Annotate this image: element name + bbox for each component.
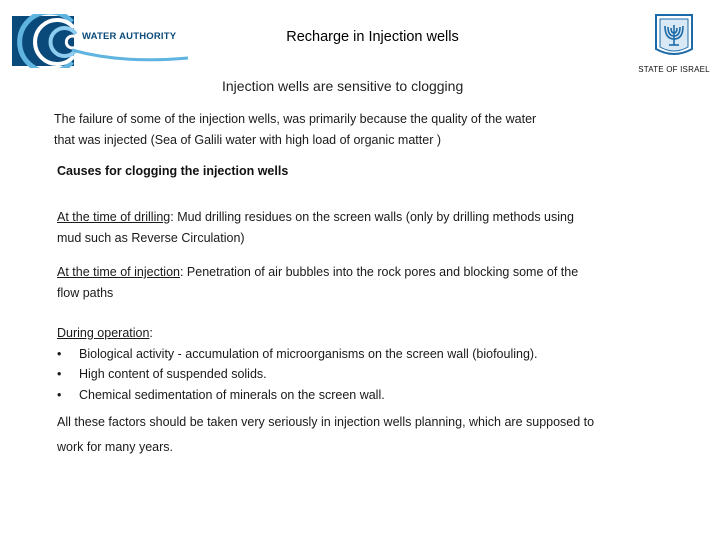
bullet-icon: • xyxy=(57,387,62,402)
conclusion-line-2: work for many years. xyxy=(57,440,174,454)
causes-heading: Causes for clogging the injection wells xyxy=(57,164,289,178)
operation-colon: : xyxy=(149,326,153,340)
bullet-text: Chemical sedimentation of minerals on the screen wall. xyxy=(79,387,385,402)
intro-line-1: The failure of some of the injection wells, was primarily because the quality of the water xyxy=(54,112,537,126)
state-emblem-icon xyxy=(654,13,694,59)
operation-label: During operation xyxy=(57,326,150,340)
injection-line-1: : Penetration of air bubbles into the rock pores and blocking some of the xyxy=(179,265,579,279)
drilling-label: At the time of drilling xyxy=(57,210,171,224)
list-item xyxy=(57,364,657,385)
intro-line-2: that was injected (Sea of Galili water with high load of organic matter ) xyxy=(54,132,441,147)
operation-bullet-list xyxy=(57,344,657,406)
bullet-text: Biological activity - accumulation of microorganisms on the screen wall (biofouling). xyxy=(79,346,538,361)
conclusion-line-1: All these factors should be taken very seriously in injection wells planning, which are supposed to xyxy=(57,415,595,429)
drilling-line-1: : Mud drilling residues on the screen walls (only by drilling methods using xyxy=(170,210,574,224)
bullet-icon: • xyxy=(57,367,62,381)
bullet-icon: • xyxy=(57,346,62,361)
injection-paragraph xyxy=(57,262,657,303)
slide-title: Recharge in Injection wells xyxy=(286,29,459,45)
emblem-caption: STATE OF ISRAEL xyxy=(638,65,710,74)
bullet-text: High content of suspended solids. xyxy=(79,367,267,381)
drilling-paragraph xyxy=(57,207,657,248)
list-item xyxy=(57,385,657,406)
slide-subtitle: Injection wells are sensitive to clogging xyxy=(222,78,464,94)
list-item xyxy=(57,344,657,365)
conclusion-paragraph xyxy=(57,410,657,460)
logo-text: WATER AUTHORITY xyxy=(82,31,177,42)
drilling-line-2: mud such as Reverse Circulation) xyxy=(57,230,245,245)
injection-label: At the time of injection xyxy=(57,265,180,279)
operation-paragraph xyxy=(57,323,657,405)
injection-line-2: flow paths xyxy=(57,285,114,300)
intro-paragraph xyxy=(54,109,614,150)
logo-wave xyxy=(72,50,188,60)
